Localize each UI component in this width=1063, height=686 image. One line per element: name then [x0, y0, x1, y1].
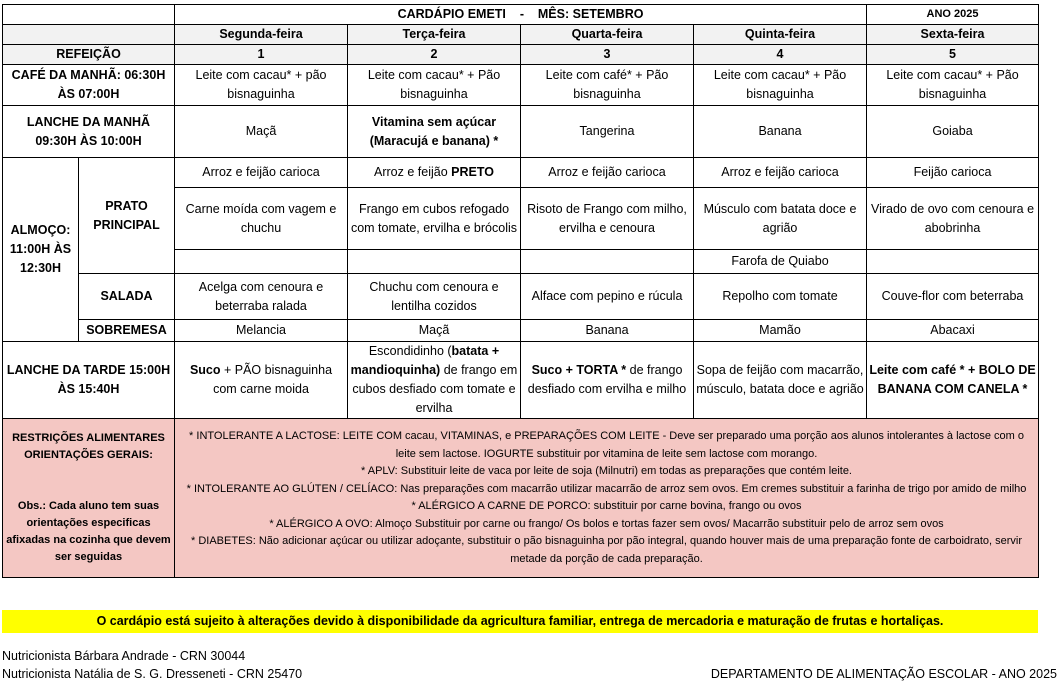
menu-table [2, 4, 1039, 578]
restriction-line: * INTOLERANTE A LACTOSE: LEITE COM cacau, VITAMINAS, e PREPARAÇÕES COM LEITE - Deve ser preparado uma porção aos alunos intolerantes à lactose com o leite sem lactose. IOGURTE substituir por vitamina de leite sem lactose com morango. [189, 430, 1024, 460]
cafe-item: Leite com cacau* + Pão bisnaguinha [867, 65, 1039, 106]
sobremesa-item: Maçã [348, 320, 521, 342]
nutritionist-1: Nutricionista Bárbara Andrade - CRN 30044 [2, 649, 246, 663]
prato-item: Arroz e feijão carioca [694, 158, 867, 188]
empty-cell [521, 250, 694, 274]
prato-item: Virado de ovo com cenoura e abobrinha [867, 188, 1039, 250]
salada-item: Couve-flor com beterraba [867, 274, 1039, 320]
prato-item: Farofa de Quiabo [694, 250, 867, 274]
cafe-item: Leite com cacau* + Pão bisnaguinha [348, 65, 521, 106]
day-friday: Sexta-feira [867, 25, 1039, 45]
day-monday: Segunda-feira [175, 25, 348, 45]
restrictions-text [175, 419, 1039, 578]
empty-cell [175, 250, 348, 274]
prato-item: Carne moída com vagem e chuchu [175, 188, 348, 250]
day-number: 3 [521, 45, 694, 65]
cafe-item: Leite com cacau* + pão bisnaguinha [175, 65, 348, 106]
lanche-manha-item: Maçã [175, 106, 348, 158]
almoco-label: ALMOÇO: 11:00H ÀS 12:30H [3, 158, 79, 342]
prato-item: Arroz e feijão carioca [175, 158, 348, 188]
restriction-line: * INTOLERANTE AO GLÚTEN / CELÍACO: Nas preparações com macarrão utilizar macarrão de arroz sem ovos. Em cremes substituir a farinha de trigo por amido de milho [186, 482, 1027, 495]
day-number: 5 [867, 45, 1039, 65]
sobremesa-label: SOBREMESA [79, 320, 175, 342]
prato-item: Frango em cubos refogado com tomate, ervilha e brócolis [348, 188, 521, 250]
prato-item: Músculo com batata doce e agrião [694, 188, 867, 250]
lanche-tarde-item: Leite com café * + BOLO DE BANANA COM CANELA * [867, 342, 1039, 419]
salada-item: Chuchu com cenoura e lentilha cozidos [348, 274, 521, 320]
salada-item: Acelga com cenoura e beterraba ralada [175, 274, 348, 320]
lanche-manha-label: LANCHE DA MANHÃ 09:30H ÀS 10:00H [3, 106, 175, 158]
department-label: DEPARTAMENTO DE ALIMENTAÇÃO ESCOLAR - ANO 2025 [710, 667, 1057, 681]
year-label: ANO 2025 [867, 5, 1039, 25]
sobremesa-item: Banana [521, 320, 694, 342]
prato-item: Arroz e feijão carioca [521, 158, 694, 188]
salada-label: SALADA [79, 274, 175, 320]
notice-banner: O cardápio está sujeito à alterações devido à disponibilidade da agricultura familiar, entrega de mercadoria e maturação de frutas e hortaliças. [2, 610, 1038, 633]
lanche-tarde-item: Suco + PÃO bisnaguinha com carne moida [175, 342, 348, 419]
lanche-manha-item: Vitamina sem açúcar (Maracujá e banana) * [348, 106, 521, 158]
blank-header [3, 25, 175, 45]
blank-corner [3, 5, 175, 25]
restrictions-title: RESTRIÇÕES ALIMENTARES ORIENTAÇÕES GERAIS: [12, 432, 165, 461]
lanche-tarde-item: Escondidinho (batata + mandioquinha) de frango em cubos desfiado com tomate e ervilha [348, 342, 521, 419]
sobremesa-item: Mamão [694, 320, 867, 342]
restrictions-heading [3, 419, 175, 578]
lanche-manha-item: Goiaba [867, 106, 1039, 158]
lanche-manha-item: Tangerina [521, 106, 694, 158]
day-tuesday: Terça-feira [348, 25, 521, 45]
restriction-line: * ALÉRGICO A OVO: Almoço Substituir por carne ou frango/ Os bolos e tortas fazer sem ovos/ Macarrão substituir pelo de arroz sem ovos [269, 517, 944, 530]
restriction-line: * ALÉRGICO A CARNE DE PORCO: substituir por carne bovina, frango ou ovos [411, 500, 802, 512]
lanche-tarde-label: LANCHE DA TARDE 15:00H ÀS 15:40H [3, 342, 175, 419]
day-number: 4 [694, 45, 867, 65]
lanche-tarde-item: Sopa de feijão com macarrão, músculo, batata doce e agrião [694, 342, 867, 419]
day-number: 1 [175, 45, 348, 65]
empty-cell [348, 250, 521, 274]
lanche-tarde-item: Suco + TORTA * de frango desfiado com ervilha e milho [521, 342, 694, 419]
restriction-line: * APLV: Substituir leite de vaca por leite de soja (Milnutri) em todas as preparações que contém leite. [361, 465, 852, 477]
restriction-line: * DIABETES: Não adicionar açúcar ou utilizar adoçante, substituir o pão bisnaguinha por pão integral, quando houver mais de uma preparação fonte de carboidrato, servir metade da porção de cada preparação. [191, 535, 1022, 565]
day-thursday: Quinta-feira [694, 25, 867, 45]
cafe-item: Leite com café* + Pão bisnaguinha [521, 65, 694, 106]
day-wednesday: Quarta-feira [521, 25, 694, 45]
lanche-manha-item: Banana [694, 106, 867, 158]
nutritionist-2: Nutricionista Natália de S. G. Dresseneti - CRN 25470 [2, 667, 303, 681]
cafe-item: Leite com cacau* + Pão bisnaguinha [694, 65, 867, 106]
sobremesa-item: Melancia [175, 320, 348, 342]
prato-item: Arroz e feijão PRETO [348, 158, 521, 188]
cafe-label: CAFÉ DA MANHÃ: 06:30H ÀS 07:00H [3, 65, 175, 106]
restrictions-obs: Obs.: Cada aluno tem suas orientações especificas afixadas na cozinha que devem ser seguidas [6, 500, 171, 563]
prato-item: Feijão carioca [867, 158, 1039, 188]
menu-title: CARDÁPIO EMETI - MÊS: SETEMBRO [175, 5, 867, 25]
empty-cell [867, 250, 1039, 274]
salada-item: Alface com pepino e rúcula [521, 274, 694, 320]
prato-principal-label: PRATO PRINCIPAL [79, 158, 175, 274]
sobremesa-item: Abacaxi [867, 320, 1039, 342]
salada-item: Repolho com tomate [694, 274, 867, 320]
prato-item: Risoto de Frango com milho, ervilha e cenoura [521, 188, 694, 250]
day-number: 2 [348, 45, 521, 65]
refeicao-label: REFEIÇÃO [3, 45, 175, 65]
